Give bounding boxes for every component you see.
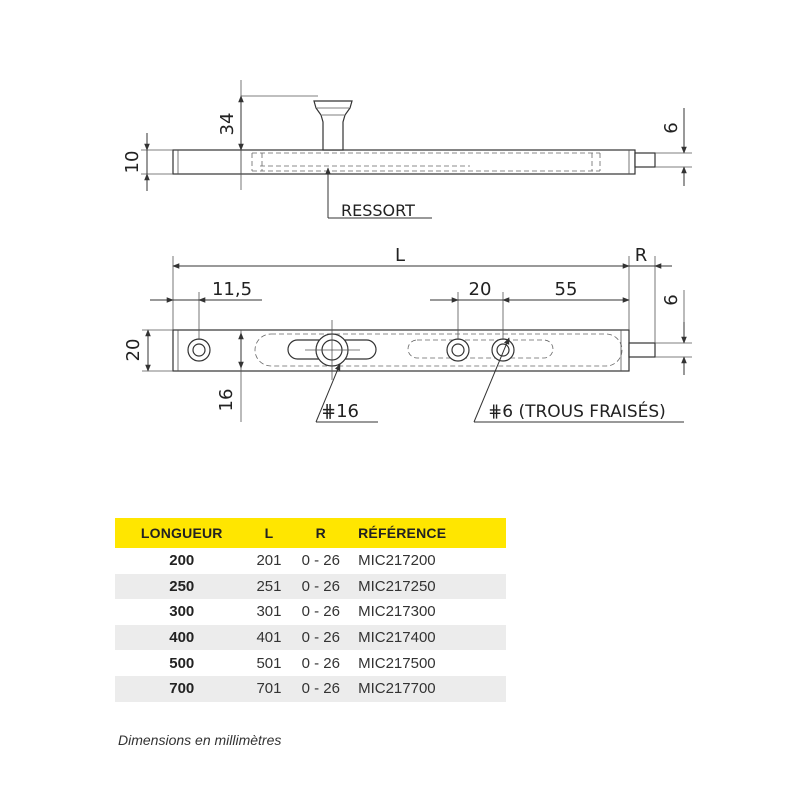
- header-longueur: LONGUEUR: [115, 518, 249, 548]
- cell-longueur: 500: [169, 654, 195, 672]
- table-row: [115, 548, 506, 574]
- dim-width-label: 20: [123, 338, 144, 362]
- cell-longueur: 200: [169, 552, 195, 570]
- hole-left: [188, 339, 210, 361]
- cell-r: 0 - 26: [301, 654, 340, 672]
- cell-r: 0 - 26: [289, 625, 352, 651]
- table-row: [115, 676, 506, 702]
- dim-inner-label: 16: [216, 388, 237, 412]
- cell-reference: MIC217400: [352, 625, 506, 651]
- pin-top: [635, 153, 655, 167]
- table-header-row: [115, 518, 506, 548]
- knob-diameter-label: ⋕16: [321, 401, 359, 422]
- table-row: [115, 574, 506, 600]
- spring-label: RESSORT: [341, 201, 415, 220]
- cell-longueur: 250: [115, 574, 249, 600]
- dim-pin-label-front: 6: [661, 294, 682, 306]
- table-row: [115, 650, 506, 676]
- cell-r: 0 - 26: [289, 676, 352, 702]
- cell-longueur: 700: [115, 676, 249, 702]
- table-row: [115, 625, 506, 651]
- hole-mid: [447, 339, 469, 361]
- header-reference: RÉFÉRENCE: [352, 518, 506, 548]
- spec-table: [115, 518, 506, 702]
- dim-end-label: 55: [554, 279, 578, 300]
- top-view: [122, 80, 692, 220]
- cell-l: 301: [256, 603, 282, 621]
- hole-diameter-label: ⋕6 (TROUS FRAISÉS): [488, 402, 666, 422]
- cell-longueur: 400: [115, 625, 249, 651]
- bolt-body-top: [173, 150, 635, 174]
- front-view: [123, 245, 692, 422]
- cell-l: 201: [256, 552, 282, 570]
- table-row: [115, 599, 506, 625]
- dim-hole-spacing-label: 20: [468, 279, 492, 300]
- dim-height-label: 34: [217, 112, 238, 136]
- header-l: L: [249, 518, 290, 548]
- cell-reference: MIC217700: [352, 676, 506, 702]
- dim-edge-label: 11,5: [211, 279, 253, 300]
- cell-r: 0 - 26: [301, 603, 340, 621]
- dim-r-label: R: [634, 245, 648, 266]
- cell-reference: MIC217250: [352, 574, 506, 600]
- dim-thickness-label: 10: [122, 150, 143, 174]
- cell-l: 501: [256, 654, 282, 672]
- knob-top: [314, 101, 352, 150]
- cell-r: 0 - 26: [301, 552, 340, 570]
- dim-length-label: L: [394, 245, 406, 266]
- cell-reference: MIC217500: [358, 654, 436, 672]
- hole-right: [492, 339, 514, 361]
- cell-reference: MIC217300: [358, 603, 436, 621]
- cell-l: 251: [249, 574, 290, 600]
- dim-pin-label-top: 6: [661, 122, 682, 134]
- cell-longueur: 300: [169, 603, 195, 621]
- cell-reference: MIC217200: [358, 552, 436, 570]
- cell-l: 701: [249, 676, 290, 702]
- pin-front: [629, 343, 655, 357]
- cell-l: 401: [249, 625, 290, 651]
- cell-r: 0 - 26: [289, 574, 352, 600]
- header-r: R: [289, 518, 352, 548]
- units-note: Dimensions en millimètres: [118, 732, 282, 748]
